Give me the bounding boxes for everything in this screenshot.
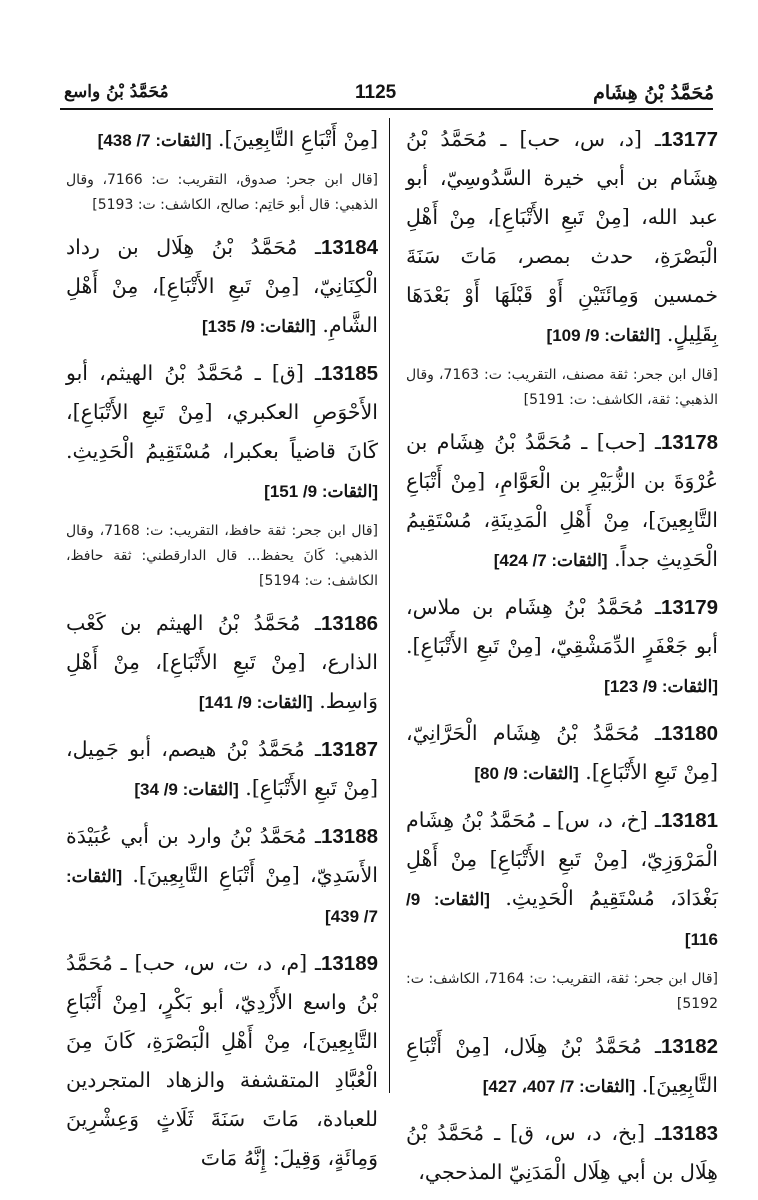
biography-entry [406,801,718,959]
biography-entry [406,1114,718,1192]
entry-reference: [الثقات: 7/ 439] [66,867,378,926]
biography-entry [66,944,378,1178]
page-header [0,0,758,104]
footnote: [قال ابن جحر: صدوق، التقريب: ت: 7166، وقال الذهبي: قال أبو حَاتِم: صالح، الكاشف: ت: 5193] [66,172,378,213]
footnote: [قال ابن جحر: ثقة، التقريب: ت: 7164، الكاشف: ت: 5192] [406,971,718,1012]
entry-reference: [الثقات: 7/ 407، 427] [482,1077,636,1096]
left-column [66,120,378,1186]
entry-text: ـ مُحَمَّدُ بْنُ وارد بن أبي عُبَيْدَة الأَسَدِيّ، [مِنْ أَتْبَاعِ التَّابِعِينَ]. [66,824,378,887]
entry-number: 13181 [660,809,718,832]
entry-reference: [الثقات: 9/ 34] [134,780,239,799]
right-column [406,120,718,1200]
entry-text: ـ مُحَمَّدُ بْنُ هِشَام بن ملاس، أبو جَعْفَرٍ الدِّمَشْقِيّ، [مِنْ تَبعِ الأَتْبَاعِ]. [406,595,718,658]
entry-text: [مِنْ أَتْبَاعِ التَّابِعِينَ]. [218,127,378,151]
biography-entry [406,1027,718,1106]
entry-number: 13182 [660,1035,718,1058]
entry-text: ـ [د، س، حب] ـ مُحَمَّدُ بْنُ هِشَام بن أبي خيرة السَّدُوسِيّ، أبو عبد الله، [مِنْ تَبعِ الأَتْبَاعِ]، مِنْ أَهْلِ الْبَصْرَةِ، حدث بمصر، مَاتَ سَنَةَ خمسين وَمِائَتَيْنِ أَوْ قَبْلَهَا أَوْ بَعْدَهَا بِقَلِيلٍ. [406,127,718,346]
entry-reference: [الثقات: 9/ 135] [201,317,316,336]
entry-number: 13177 [660,128,718,151]
entry-reference: [الثقات: 9/ 116] [406,890,718,949]
entry-text: ـ [م، د، ت، س، حب] ـ مُحَمَّدُ بْنُ واسع الأَزْدِيّ، أبو بَكْرٍ، [مِنْ أَتْبَاعِ التَّابِعِينَ]، مِنْ أَهْلِ الْبَصْرَةِ، كَانَ مِنَ الْعُبَّادِ المتقشفة والزهاد المتجردين للعبادة، مَاتَ سَنَةَ ثَلَاثٍ وَعِشْرِينَ وَمِائَةٍ، وَقِيلَ: إِنَّهُ مَاتَ [66,951,378,1170]
entry-reference: [الثقات: 9/ 109] [546,326,661,345]
entry-number: 13188 [320,825,378,848]
biography-entry [66,228,378,346]
entry-reference: [الثقات: 9/ 151] [264,482,378,501]
entry-text: ـ مُحَمَّدُ بْنُ هِشَام الْحَرَّانِيّ، [مِنْ تَبعِ الأَتْبَاعِ]. [406,721,718,784]
header-rule [60,108,713,110]
entry-text: ـ مُحَمَّدُ بْنُ هِلَال، [مِنْ أَتْبَاعِ التَّابِعِينَ]. [406,1034,718,1097]
biography-entry [406,120,718,355]
entry-number: 13189 [320,952,378,975]
biography-entry [66,730,378,809]
entry-reference: [الثقات: 7/ 424] [493,551,608,570]
entry-text: ـ [ق] ـ مُحَمَّدُ بْنُ الهيثم، أبو الأَحْوَصِ العكبري، [مِنْ تَبعِ الأَتْبَاعِ]، كَانَ قاضياً بعكبرا، مُسْتَقِيمُ الْحَدِيثِ. [66,361,378,463]
biography-entry [66,120,378,160]
entry-reference: [الثقات: 9/ 123] [604,677,718,696]
biography-entry [66,817,378,936]
entry-number: 13184 [320,236,378,259]
biography-entry [406,588,718,706]
entry-number: 13187 [320,738,378,761]
entry-reference: [الثقات: 9/ 80] [474,764,579,783]
entry-text: ـ [حب] ـ مُحَمَّدُ بْنُ هِشَام بن عُرْوَةَ بن الزُّبَيْرِ بن الْعَوَّامِ، [مِنْ أَتْبَاعِ التَّابِعِينَ]، مِنْ أَهْلِ الْمَدِينَةِ، مُسْتَقِيمُ الْحَدِيثِ جداً. [406,430,718,571]
biography-entry [406,423,718,580]
entry-text: ـ [بخ، د، س، ق] ـ مُحَمَّدُ بْنُ هِلَال بن أبي هِلَال الْمَدَنِيّ المذحجي، [406,1121,718,1184]
biography-entry [66,354,378,511]
entry-number: 13183 [660,1122,718,1145]
running-title-left: مُحَمَّدُ بْنُ واسع [64,82,169,102]
entry-number: 13186 [320,612,378,635]
entry-reference: [الثقات: 9/ 141] [198,693,313,712]
footnote: [قال ابن جحر: ثقة مصنف، التقريب: ت: 7163، وقال الذهبي: ثقة، الكاشف: ت: 5191] [406,367,718,408]
running-title-right: مُحَمَّدُ بْنُ هِشَام [593,82,714,104]
entry-text: ـ مُحَمَّدُ بْنُ الهيثم بن كَعْب الذارع، [مِنْ تَبعِ الأَتْبَاعِ]، مِنْ أَهْلِ وَاسِط. [66,611,378,713]
page-number: 1125 [355,82,397,103]
entry-number: 13185 [320,362,378,385]
footnote: [قال ابن جحر: ثقة حافظ، التقريب: ت: 7168، وقال الذهبي: كَانَ يحفظ... قال الدارقطني: ثقة حافظ، الكاشف: ت: 5194] [66,523,379,589]
biography-entry [406,714,718,793]
entry-reference: [الثقات: 7/ 438] [97,131,212,150]
entry-number: 13180 [660,722,718,745]
entry-text: ـ مُحَمَّدُ بْنُ هِلَال بن رداد الْكِنَانِيّ، [مِنْ تَبعِ الأَتْبَاعِ]، مِنْ أَهْلِ الشَّامِ. [66,235,378,337]
entry-text: ـ مُحَمَّدُ بْنُ هيصم، أبو جَمِيل، [مِنْ تَبعِ الأَتْبَاعِ]. [66,737,378,800]
column-divider [389,118,390,1093]
entry-number: 13179 [660,596,718,619]
entry-text: ـ [خ، د، س] ـ مُحَمَّدُ بْنُ هِشَام الْمَرْوَزِيّ، [مِنْ تَبعِ الأَتْبَاعِ] مِنْ أَهْلِ بَغْدَادَ، مُسْتَقِيمُ الْحَدِيثِ. [406,808,718,910]
biography-entry [66,604,378,722]
entry-number: 13178 [660,431,718,454]
